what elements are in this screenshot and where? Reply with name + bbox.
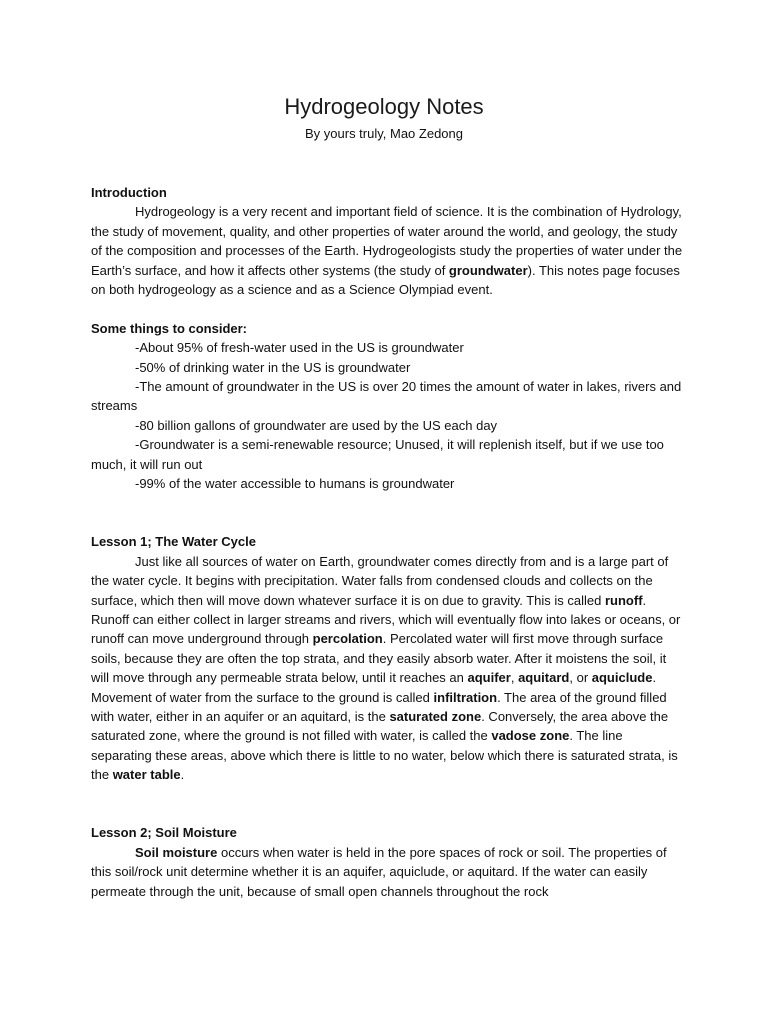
document-subtitle: By yours truly, Mao Zedong <box>305 126 463 141</box>
intro-text-1: Hydrogeology is a very recent and important field of science. It is the combination of Hydrology, the study of movement, quality, and other properties of water around the world, and geology, the study of the composition and processes of the Earth. Hydrogeologists study the properties of water under the Earth’s surface, and how it affects other systems (the study of <box>91 204 683 278</box>
term-runoff: runoff <box>604 592 643 608</box>
lesson1-heading: Lesson 1; The Water Cycle <box>91 534 256 550</box>
term-aquiclude: aquiclude <box>591 670 653 686</box>
term-vadose-zone: vadose zone <box>491 728 570 744</box>
lesson2-paragraph <box>91 843 683 901</box>
document-title: Hydrogeology Notes <box>284 94 484 119</box>
term-water-table: water table <box>112 767 181 783</box>
term-aquitard: aquitard <box>518 670 570 686</box>
term-soil-moisture: Soil moisture <box>135 844 218 860</box>
term-aquifer: aquifer <box>467 670 511 686</box>
intro-term-groundwater: groundwater <box>448 262 528 278</box>
consider-item: -80 billion gallons of groundwater are used by the US each day <box>135 417 498 433</box>
lesson1-paragraph <box>91 552 683 785</box>
lesson1-text: . The area of the ground filled with water, either in an aquifer or an aquitard, is the <box>91 689 667 724</box>
document-body <box>91 183 683 901</box>
intro-text-2: ). This notes page focuses on both hydrogeology as a science and as a Science Olympiad event. <box>91 262 680 298</box>
spacer <box>91 299 683 318</box>
lesson1-text: . <box>180 767 185 783</box>
lesson1-text: . Conversely, the area above the saturated zone, where the ground is not filled with water, is called the <box>91 708 669 744</box>
consider-item: -Groundwater is a semi-renewable resource; Unused, it will replenish itself, but if we use too much, it will run out <box>91 437 664 472</box>
consider-item: -50% of drinking water in the US is groundwater <box>135 359 411 375</box>
lesson1-text: , <box>510 670 519 686</box>
lesson2-text: occurs when water is held in the pore spaces of rock or soil. The properties of this soil/rock unit determine whether it is an aquifer, aquiclude, or aquitard. If the water can easily permeate through the unit, because of small open channels throughout the rock <box>91 844 667 899</box>
consider-item: -The amount of groundwater in the US is over 20 times the amount of water in lakes, rivers and streams <box>91 379 682 414</box>
intro-paragraph <box>91 202 683 299</box>
consider-item: -About 95% of fresh-water used in the US is groundwater <box>135 340 464 356</box>
spacer <box>91 785 683 824</box>
term-percolation: percolation <box>312 631 383 647</box>
consider-item: -99% of the water accessible to humans is groundwater <box>135 476 455 492</box>
term-infiltration: infiltration <box>433 689 498 705</box>
consider-heading: Some things to consider: <box>91 320 248 336</box>
lesson1-text: . The line separating these areas, above which there is little to no water, below which there is saturated strata, is the <box>91 728 678 783</box>
lesson1-text: . Runoff can either collect in larger streams and rivers, which will eventually flow into lakes or oceans, or runoff can move underground through <box>91 592 681 647</box>
lesson1-text: , or <box>569 670 592 686</box>
intro-heading: Introduction <box>91 185 167 200</box>
spacer <box>91 493 683 532</box>
lesson1-text: . Percolated water will first move through surface soils, because they are often the top strata, and they easily absorb water. After it moistens the soil, it will move through any permeable strata below, until it reaches an <box>91 631 667 686</box>
lesson2-heading: Lesson 2; Soil Moisture <box>91 825 237 841</box>
term-saturated-zone: saturated zone <box>389 708 482 724</box>
lesson1-text: . Movement of water from the surface to the ground is called <box>91 670 657 705</box>
lesson1-text: Just like all sources of water on Earth, groundwater comes directly from and is a large part of the water cycle. It begins with precipitation. Water falls from condensed clouds and collects on the surface, which then will move down whatever surface it is on due to gravity. This is called <box>91 553 669 608</box>
